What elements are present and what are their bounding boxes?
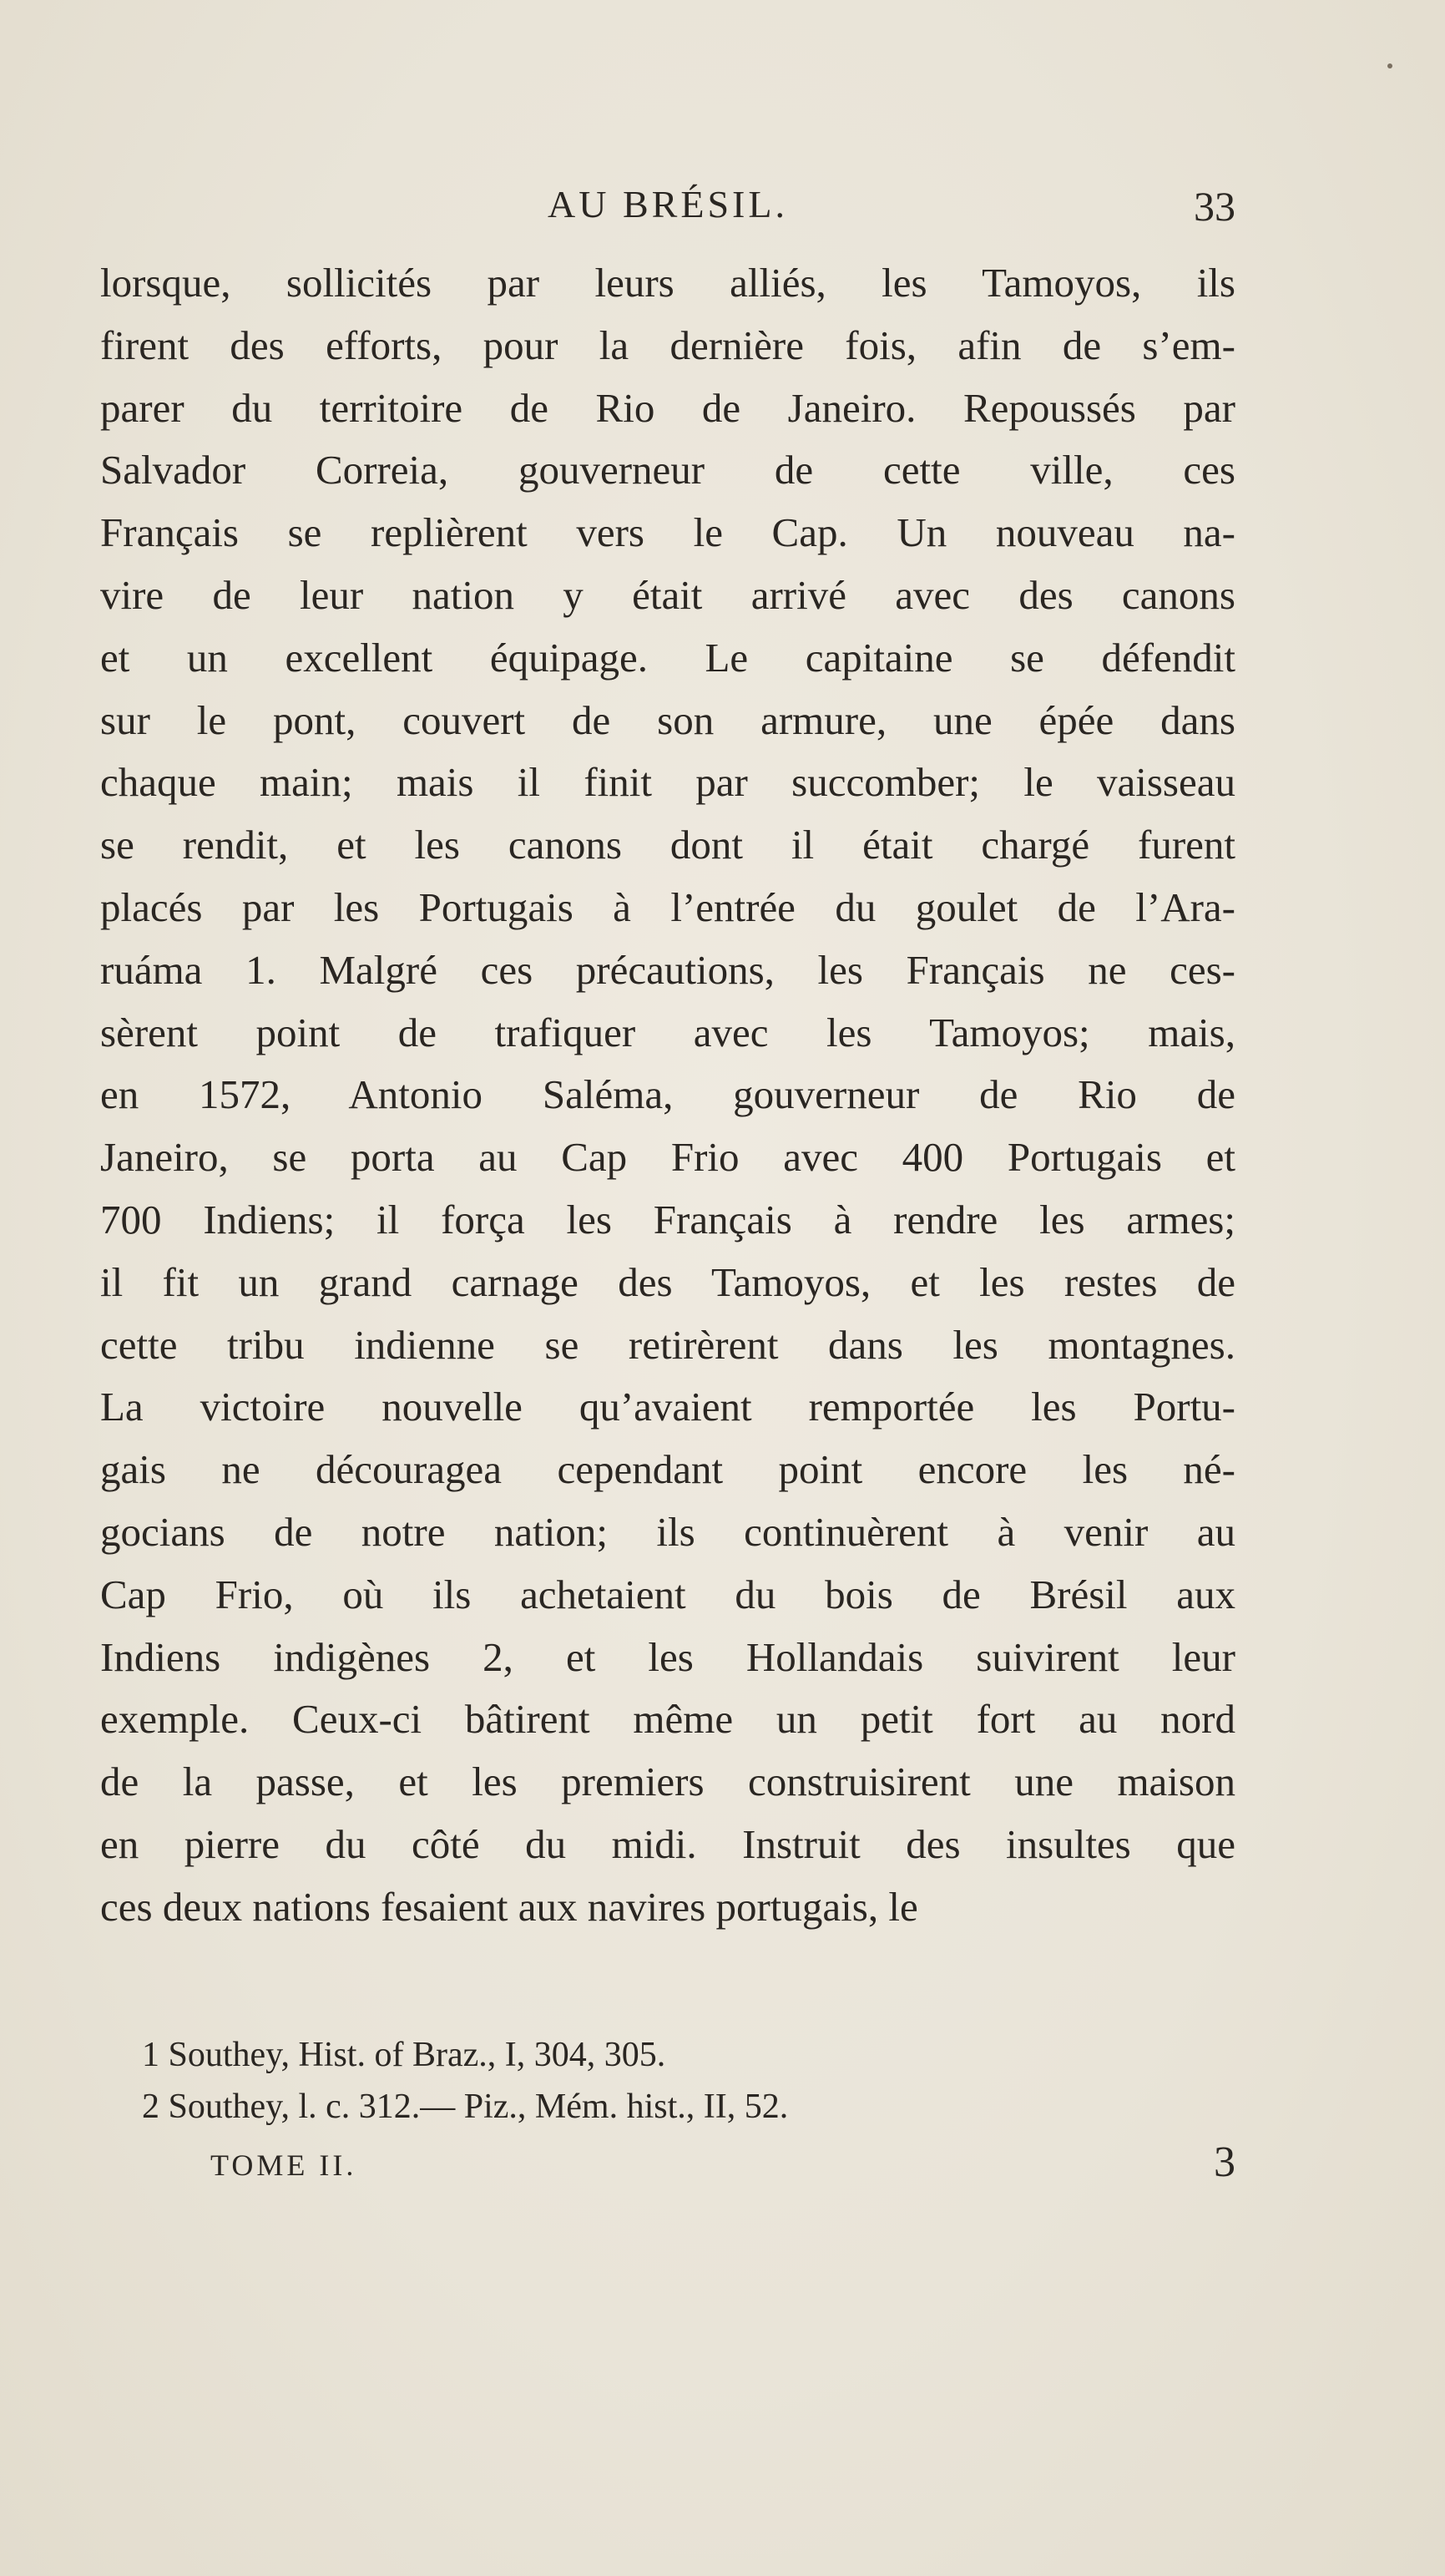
text-line: Salvador Correia, gouverneur de cette ville, ces [100,447,1235,493]
text-line: ces deux nations fesaient aux navires portugais, le [100,1883,918,1930]
page-header [100,182,1235,240]
text-line: Janeiro, se porta au Cap Frio avec 400 Portugais et [100,1134,1235,1181]
footnotes [100,2029,1085,2133]
text-line: se rendit, et les canons dont il était chargé furent [100,822,1235,868]
footnote: 1 Southey, Hist. of Braz., I, 304, 305. [142,2036,666,2074]
signature-line [210,2138,1235,2196]
text-line: ruáma 1. Malgré ces précautions, les Français ne ces- [100,946,1235,993]
text-line: Indiens indigènes 2, et les Hollandais suivirent leur [100,1633,1235,1680]
page-number: 33 [1194,183,1235,230]
text-line: chaque main; mais il finit par succomber; le vaisseau [100,759,1235,806]
text-line: il fit un grand carnage des Tamoyos, et les restes de [100,1258,1235,1305]
text-line: sèrent point de trafiquer avec les Tamoyos; mais, [100,1009,1235,1055]
text-line: de la passe, et les premiers construisirent une maison [100,1759,1235,1805]
footnote: 2 Southey, l. c. 312.— Piz., Mém. hist., II, 52. [142,2088,789,2126]
text-line: en pierre du côté du midi. Instruit des insultes que [100,1820,1235,1867]
text-line: exemple. Ceux-ci bâtirent même un petit fort au nord [100,1696,1235,1743]
text-line: en 1572, Antonio Saléma, gouverneur de Rio de [100,1071,1235,1118]
paper-speck [1387,63,1392,68]
text-line: parer du territoire de Rio de Janeiro. Repoussés par [100,384,1235,431]
text-line: La victoire nouvelle qu’avaient remportée les Portu- [100,1384,1235,1430]
text-line: placés par les Portugais à l’entrée du goulet de l’Ara- [100,883,1235,930]
text-line: 700 Indiens; il força les Français à rendre les armes; [100,1196,1235,1242]
text-line: cette tribu indienne se retirèrent dans les montagnes. [100,1321,1235,1368]
signature-mark: 3 [1214,2138,1235,2186]
text-line: sur le pont, couvert de son armure, une épée dans [100,696,1235,743]
text-line: vire de leur nation y était arrivé avec des canons [100,571,1235,618]
body-text [100,252,1235,1939]
text-line: gais ne découragea cependant point encore les né- [100,1446,1235,1493]
text-line: Cap Frio, où ils achetaient du bois de Brésil aux [100,1571,1235,1617]
text-line: gocians de notre nation; ils continuèrent à venir au [100,1508,1235,1555]
text-line: firent des efforts, pour la dernière fois, afin de s’em- [100,321,1235,368]
text-line: et un excellent équipage. Le capitaine se défendit [100,634,1235,681]
running-title: AU BRÉSIL. [548,183,788,225]
text-line: Français se replièrent vers le Cap. Un nouveau na- [100,509,1235,556]
volume-label: TOME II. [210,2148,357,2182]
text-line: lorsque, sollicités par leurs alliés, les Tamoyos, ils [100,260,1235,306]
